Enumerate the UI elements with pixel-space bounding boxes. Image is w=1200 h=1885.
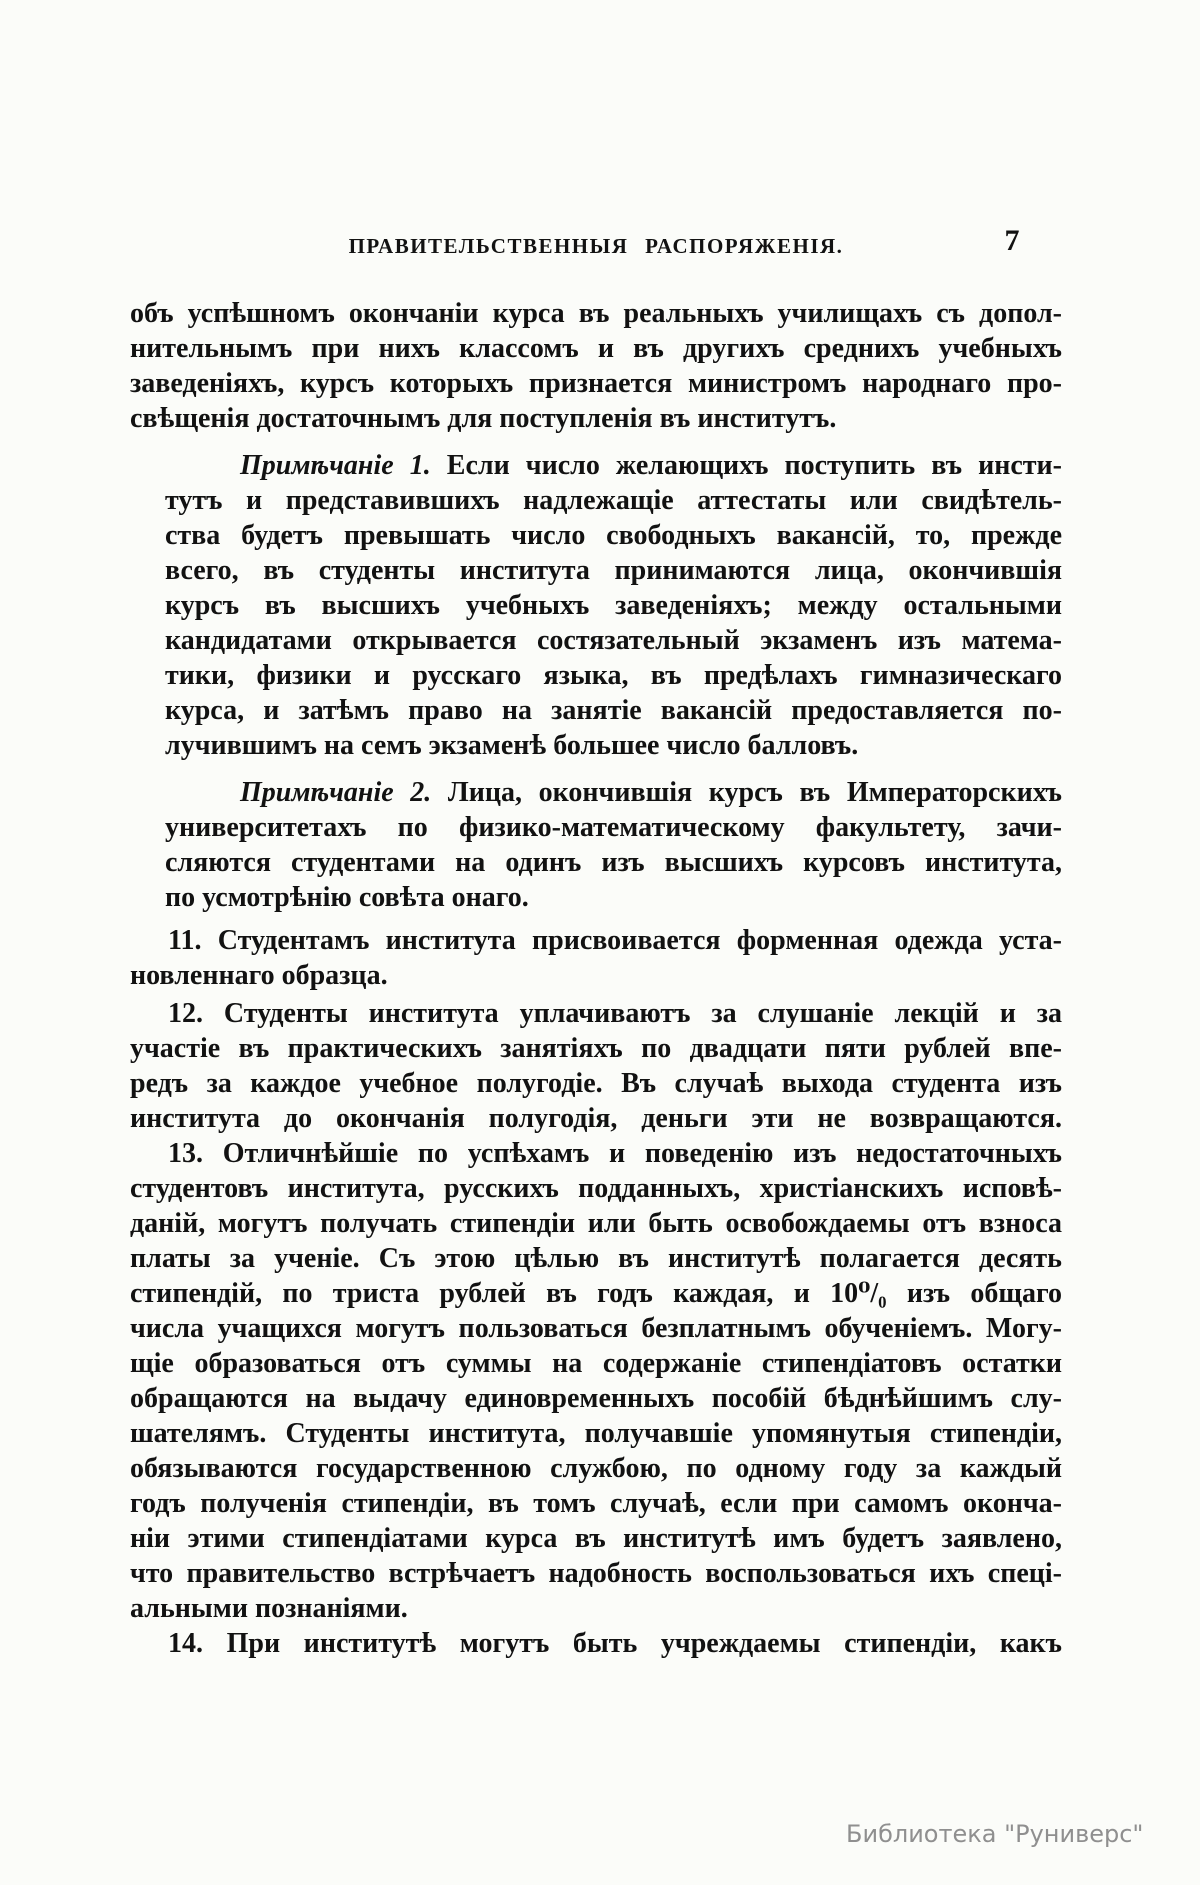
text-line: щіе образоваться отъ суммы на содержаніе стипендіатовъ остатки bbox=[130, 1348, 1062, 1379]
note-2-label: Примѣчаніе 2. bbox=[240, 777, 432, 808]
text-line: сляются студентами на одинъ изъ высшихъ курсовъ института, bbox=[165, 847, 1062, 878]
text-line: шателямъ. Студенты института, получавшіе упомянутыя стипендіи, bbox=[130, 1418, 1062, 1449]
text-line: участіе въ практическихъ занятіяхъ по двадцати пяти рублей впе- bbox=[130, 1033, 1062, 1064]
text-line: обращаются на выдачу единовременныхъ пособій бѣднѣйшимъ слу- bbox=[130, 1383, 1062, 1414]
running-head: ПРАВИТЕЛЬСТВЕННЫЯ РАСПОРЯЖЕНІЯ. bbox=[348, 234, 844, 258]
text-line: по усмотрѣнію совѣта онаго. bbox=[165, 882, 529, 913]
text-line: лучившимъ на семъ экзаменѣ большее число балловъ. bbox=[165, 730, 859, 761]
text-line: тутъ и представившихъ надлежащіе аттестаты или свидѣтель- bbox=[165, 485, 1062, 516]
text-line: числа учащихся могутъ пользоваться безплатнымъ обученіемъ. Могу- bbox=[130, 1313, 1062, 1344]
item-14 bbox=[130, 1626, 1062, 1661]
text-line: альными познаніями. bbox=[130, 1593, 408, 1624]
text-line: что правительство встрѣчаетъ надобность воспользоваться ихъ спеці- bbox=[130, 1558, 1062, 1589]
text-line: 11. Студентамъ института присвоивается форменная одежда уста- bbox=[168, 925, 1062, 956]
text-line: свѣщенія достаточнымъ для поступленія въ институтъ. bbox=[130, 403, 837, 434]
text-line: 14. При институтѣ могутъ быть учреждаемы стипендіи, какъ bbox=[168, 1628, 1062, 1659]
text-line: кандидатами открывается состязательный экзаменъ изъ матема- bbox=[165, 625, 1062, 656]
text-line: обязываются государственною службою, по одному году за каждый bbox=[130, 1453, 1062, 1484]
text-line: ства будетъ превышать число свободныхъ вакансій, то, прежде bbox=[165, 520, 1062, 551]
text-line bbox=[165, 448, 1062, 483]
text-line: стипендій, по триста рублей въ годъ каждая, и 10⁰/₀ изъ общаго bbox=[130, 1278, 1062, 1309]
text-line: редъ за каждое учебное полугодіе. Въ случаѣ выхода студента изъ bbox=[130, 1068, 1062, 1099]
text-body bbox=[130, 296, 1062, 1661]
note-1 bbox=[165, 448, 1062, 763]
text-line: нительнымъ при нихъ классомъ и въ другихъ среднихъ учебныхъ bbox=[130, 333, 1062, 364]
note-2-first-line: Лица, окончившія курсъ въ Императорскихъ bbox=[447, 777, 1062, 808]
item-11 bbox=[130, 923, 1062, 993]
text-line: института до окончанія полугодія, деньги эти не возвращаются. bbox=[130, 1103, 1062, 1134]
note-2 bbox=[165, 775, 1062, 915]
text-line bbox=[165, 775, 1062, 810]
text-line: годъ полученія стипендіи, въ томъ случаѣ, если при самомъ оконча- bbox=[130, 1488, 1062, 1519]
text-line: даній, могутъ получать стипендіи или быть освобождаемы отъ взноса bbox=[130, 1208, 1062, 1239]
text-line: ніи этими стипендіатами курса въ институтѣ имъ будетъ заявлено, bbox=[130, 1523, 1062, 1554]
text-line: студентовъ института, русскихъ подданныхъ, христіанскихъ исповѣ- bbox=[130, 1173, 1062, 1204]
text-line: университетахъ по физико-математическому факультету, зачи- bbox=[165, 812, 1062, 843]
note-1-label: Примѣчаніе 1. bbox=[240, 450, 431, 481]
text-line: объ успѣшномъ окончаніи курса въ реальныхъ училищахъ съ допол- bbox=[130, 298, 1062, 329]
item-13 bbox=[130, 1136, 1062, 1626]
item-12 bbox=[130, 996, 1062, 1136]
text-line: курсъ въ высшихъ учебныхъ заведеніяхъ; между остальными bbox=[165, 590, 1062, 621]
text-line: тики, физики и русскаго языка, въ предѣлахъ гимназическаго bbox=[165, 660, 1062, 691]
page-number: 7 bbox=[1004, 224, 1020, 257]
intro-paragraph bbox=[130, 296, 1062, 436]
text-line: всего, въ студенты института принимаются лица, окончившія bbox=[165, 555, 1062, 586]
library-watermark: Библиотека "Руниверс" bbox=[846, 1820, 1144, 1848]
text-line: платы за ученіе. Съ этою цѣлью въ институтѣ полагается десять bbox=[130, 1243, 1062, 1274]
note-1-first-line: Если число желающихъ поступить въ инсти- bbox=[446, 450, 1062, 481]
text-line: 13. Отличнѣйшіе по успѣхамъ и поведенію изъ недостаточныхъ bbox=[168, 1138, 1062, 1169]
text-line: курса, и затѣмъ право на занятіе вакансій предоставляется по- bbox=[165, 695, 1062, 726]
text-line: заведеніяхъ, курсъ которыхъ признается министромъ народнаго про- bbox=[130, 368, 1062, 399]
text-line: 12. Студенты института уплачиваютъ за слушаніе лекцій и за bbox=[168, 998, 1062, 1029]
text-line: новленнаго образца. bbox=[130, 960, 388, 991]
